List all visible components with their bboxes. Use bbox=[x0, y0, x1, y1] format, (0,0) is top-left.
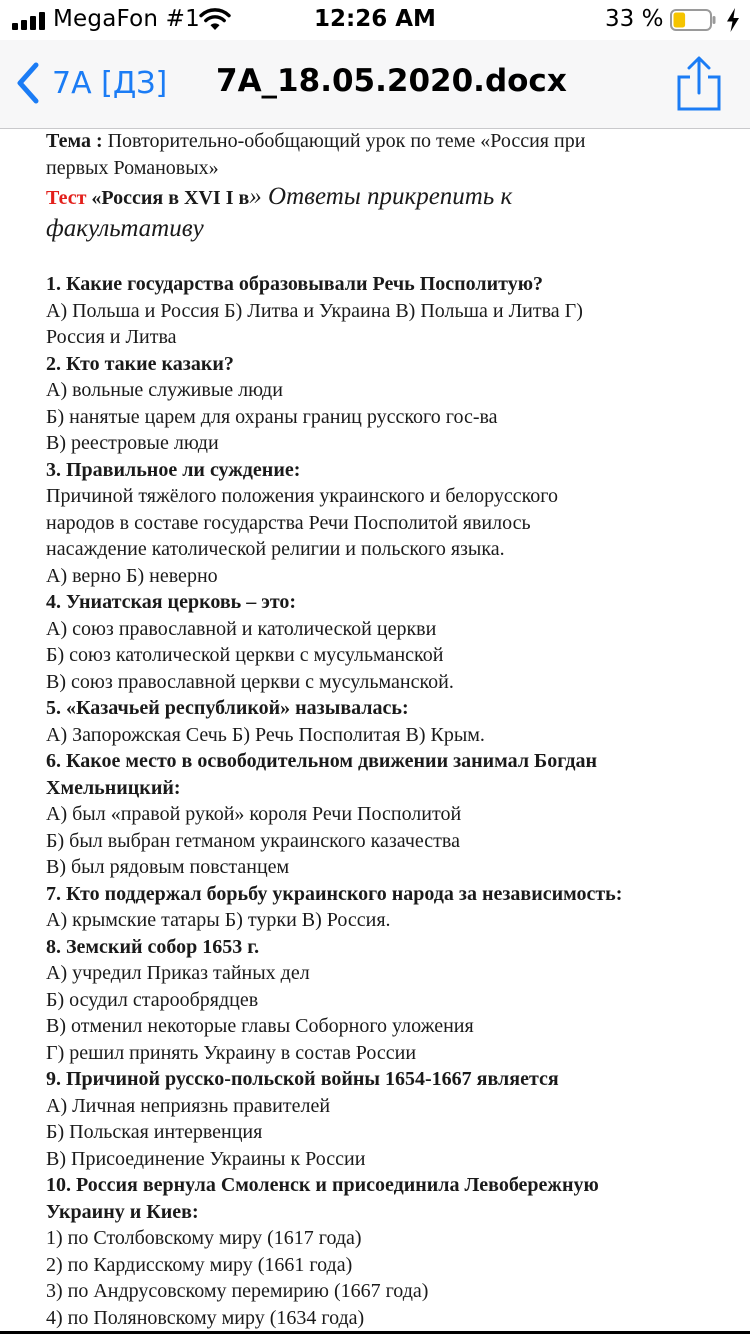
battery-icon bbox=[670, 9, 716, 31]
answer-line: А) союз православной и католической церкви bbox=[46, 617, 437, 640]
topic-text: Повторительно-обобщающий урок по теме «Россия при bbox=[102, 130, 586, 152]
answer-line: 2) по Кардисскому миру (1661 года) bbox=[46, 1253, 353, 1276]
answer-line: В) союз православной церкви с мусульманской. bbox=[46, 670, 454, 693]
answer-line: Б) был выбран гетманом украинского казачества bbox=[46, 829, 460, 852]
answer-line: А) Польша и Россия Б) Литва и Украина В) Польша и Литва Г) bbox=[46, 299, 583, 322]
answer-line: А) учредил Приказ тайных дел bbox=[46, 962, 310, 984]
status-bar bbox=[0, 0, 750, 40]
question-text: насаждение католической религии и польского языка. bbox=[46, 538, 505, 560]
answer-line: А) вольные служивые люди bbox=[46, 379, 283, 401]
answer-line: В) отменил некоторые главы Соборного уложения bbox=[46, 1015, 474, 1037]
test-instruction-line-2: факультативу bbox=[46, 215, 204, 242]
question-10: 10. Россия вернула Смоленск и присоединила Левобережную bbox=[46, 1174, 599, 1196]
answer-line: В) реестровые люди bbox=[46, 432, 219, 454]
answer-line: Б) нанятые царем для охраны границ русского гос-ва bbox=[46, 405, 498, 428]
question-9: 9. Причиной русско-польской войны 1654-1667 является bbox=[46, 1068, 559, 1090]
question-6-cont: Хмельницкий: bbox=[46, 776, 181, 799]
answer-line: Б) союз католической церкви с мусульманской bbox=[46, 644, 444, 666]
answer-line: А) верно Б) неверно bbox=[46, 564, 218, 587]
answer-line: А) Личная неприязнь правителей bbox=[46, 1094, 331, 1117]
question-2: 2. Кто такие казаки? bbox=[46, 352, 234, 375]
answer-line: А) крымские татары Б) турки В) Россия. bbox=[46, 909, 391, 931]
answer-line: Б) осудил старообрядцев bbox=[46, 988, 259, 1011]
test-heading bbox=[46, 181, 736, 213]
question-8: 8. Земский собор 1653 г. bbox=[46, 935, 260, 958]
share-icon[interactable] bbox=[676, 56, 722, 112]
question-7: 7. Кто поддержал борьбу украинского народа за независимость: bbox=[46, 882, 623, 905]
question-1: 1. Какие государства образовывали Речь Посполитую? bbox=[46, 273, 543, 295]
document-title: 7A_18.05.2020.docx bbox=[216, 63, 567, 99]
answer-line: 3) по Андрусовскому перемирию (1667 года) bbox=[46, 1280, 429, 1302]
topic-label: Тема : bbox=[46, 130, 103, 152]
battery-percentage: 33 % bbox=[605, 6, 664, 32]
question-text: Причиной тяжёлого положения украинского и белорусского bbox=[46, 485, 558, 507]
question-5: 5. «Казачьей республикой» называлась: bbox=[46, 697, 409, 719]
answer-line: 4) по Поляновскому миру (1634 года) bbox=[46, 1306, 365, 1329]
answer-line: 1) по Столбовскому миру (1617 года) bbox=[46, 1227, 362, 1249]
test-label: Тест bbox=[46, 187, 87, 209]
test-instruction: » Ответы прикрепить к bbox=[249, 183, 513, 210]
back-button[interactable] bbox=[14, 60, 167, 106]
chevron-left-icon bbox=[14, 61, 42, 105]
charging-bolt-icon bbox=[726, 8, 740, 32]
answer-line: А) был «правой рукой» короля Речи Посполитой bbox=[46, 803, 462, 825]
question-6: 6. Какое место в освободительном движении занимал Богдан bbox=[46, 750, 598, 772]
question-10-cont: Украину и Киев: bbox=[46, 1200, 199, 1223]
carrier-name: MegaFon #1 bbox=[53, 6, 200, 32]
topic-line bbox=[46, 128, 736, 155]
navigation-bar bbox=[0, 40, 750, 129]
test-title: «Россия в XVI I в bbox=[86, 187, 250, 209]
back-button-label: 7А [ДЗ] bbox=[52, 65, 168, 101]
blank-line bbox=[46, 245, 736, 271]
answer-line: Б) Польская интервенция bbox=[46, 1121, 263, 1143]
topic-line-2: первых Романовых» bbox=[46, 156, 219, 179]
answer-line: Г) решил принять Украину в состав России bbox=[46, 1041, 417, 1064]
question-3: 3. Правильное ли суждение: bbox=[46, 458, 301, 481]
status-time: 12:26 AM bbox=[314, 6, 436, 32]
question-text: народов в составе государства Речи Посполитой явилось bbox=[46, 511, 531, 534]
answer-line: В) Присоединение Украины к России bbox=[46, 1147, 366, 1170]
answer-line: В) был рядовым повстанцем bbox=[46, 856, 290, 878]
question-4: 4. Униатская церковь – это: bbox=[46, 591, 297, 613]
document-body bbox=[46, 128, 736, 1331]
answer-line: А) Запорожская Сечь Б) Речь Посполитая В) Крым. bbox=[46, 723, 485, 746]
answer-line: Россия и Литва bbox=[46, 326, 177, 348]
